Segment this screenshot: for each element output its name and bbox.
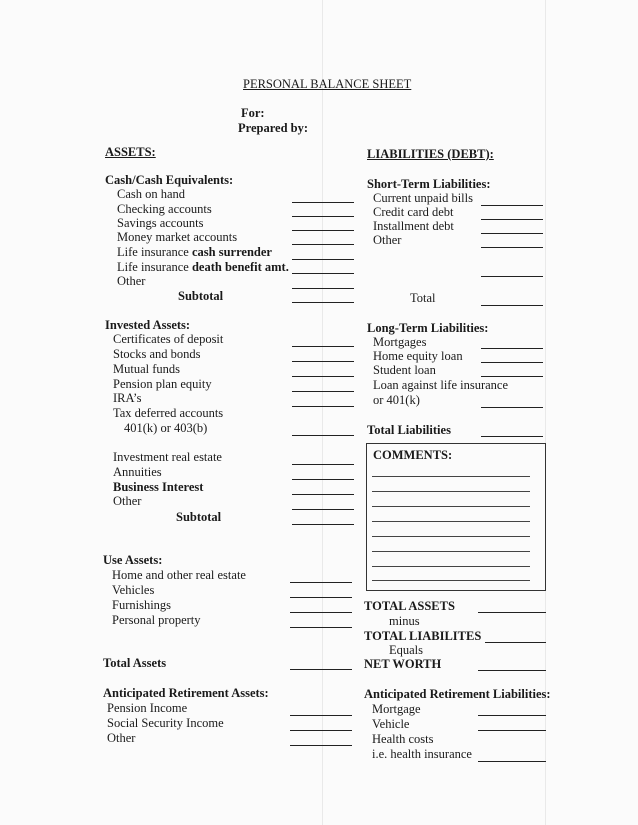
- equals-label: Equals: [389, 643, 424, 657]
- comment-line[interactable]: [372, 536, 530, 537]
- health-insurance-label: i.e. health insurance: [372, 747, 472, 761]
- short-total-blank[interactable]: [481, 305, 543, 306]
- total-assets-blank[interactable]: [290, 669, 352, 670]
- unpaid-bills-label: Current unpaid bills: [373, 191, 473, 205]
- retire-vehicle-label: Vehicle: [372, 717, 410, 731]
- loan-life-insurance-label: Loan against life insurance: [373, 378, 509, 392]
- retirement-other-label: Other: [107, 731, 136, 745]
- savings-blank[interactable]: [292, 230, 354, 231]
- student-loan-label: Student loan: [373, 363, 436, 377]
- personal-property-label: Personal property: [112, 613, 201, 627]
- mutual-funds-label: Mutual funds: [113, 362, 181, 376]
- installment-debt-blank[interactable]: [481, 233, 543, 234]
- checking-label: Checking accounts: [117, 202, 212, 216]
- credit-card-blank[interactable]: [481, 219, 543, 220]
- invested-subtotal-blank[interactable]: [292, 524, 354, 525]
- investment-real-estate-label: Investment real estate: [113, 450, 222, 464]
- cash-on-hand-label: Cash on hand: [117, 187, 186, 201]
- mutual-funds-blank[interactable]: [292, 376, 354, 377]
- retirement-other-blank[interactable]: [290, 745, 352, 746]
- credit-card-label: Credit card debt: [373, 205, 454, 219]
- minus-label: minus: [389, 614, 420, 628]
- pension-equity-blank[interactable]: [292, 391, 354, 392]
- summary-total-liabilities-label: TOTAL LIABILITES: [364, 629, 482, 643]
- cash-other-label: Other: [117, 274, 146, 288]
- cd-blank[interactable]: [292, 346, 354, 347]
- liabilities-heading: LIABILITIES (DEBT):: [367, 147, 494, 161]
- scan-artifact: [545, 0, 546, 825]
- installment-debt-label: Installment debt: [373, 219, 454, 233]
- retire-mortgage-blank[interactable]: [478, 715, 546, 716]
- comment-line[interactable]: [372, 506, 530, 507]
- loan-401k-label: or 401(k): [373, 393, 420, 407]
- pension-income-blank[interactable]: [290, 715, 352, 716]
- life-death-benefit-blank[interactable]: [292, 273, 354, 274]
- furnishings-label: Furnishings: [112, 598, 172, 612]
- annuities-blank[interactable]: [292, 479, 354, 480]
- life-death-benefit-label: Life insurance death benefit amt.: [117, 260, 289, 274]
- retire-mortgage-label: Mortgage: [372, 702, 421, 716]
- mortgages-label: Mortgages: [373, 335, 427, 349]
- home-real-estate-label: Home and other real estate: [112, 568, 246, 582]
- net-worth-label: NET WORTH: [364, 657, 442, 671]
- 401k-label: 401(k) or 403(b): [124, 421, 208, 435]
- home-equity-label: Home equity loan: [373, 349, 463, 363]
- page-title: PERSONAL BALANCE SHEET: [243, 77, 412, 91]
- cash-heading: Cash/Cash Equivalents:: [105, 173, 234, 187]
- assets-heading: ASSETS:: [105, 145, 156, 159]
- cash-on-hand-blank[interactable]: [292, 202, 354, 203]
- cash-other-blank[interactable]: [292, 288, 354, 289]
- total-liabilities-blank[interactable]: [481, 436, 543, 437]
- short-other-label: Other: [373, 233, 402, 247]
- stocks-label: Stocks and bonds: [113, 347, 201, 361]
- comment-line[interactable]: [372, 491, 530, 492]
- money-market-label: Money market accounts: [117, 230, 238, 244]
- business-interest-label: Business Interest: [113, 480, 204, 494]
- home-equity-blank[interactable]: [481, 362, 543, 363]
- net-worth-blank[interactable]: [478, 670, 546, 671]
- total-assets-label: Total Assets: [103, 656, 167, 670]
- vehicles-label: Vehicles: [112, 583, 155, 597]
- cash-subtotal-blank[interactable]: [292, 302, 354, 303]
- invested-other-label: Other: [113, 494, 142, 508]
- annuities-label: Annuities: [113, 465, 162, 479]
- ira-label: IRA’s: [113, 391, 142, 405]
- health-costs-label: Health costs: [372, 732, 434, 746]
- social-security-blank[interactable]: [290, 730, 352, 731]
- comment-line[interactable]: [372, 521, 530, 522]
- stocks-blank[interactable]: [292, 361, 354, 362]
- for-label: For:: [241, 106, 265, 120]
- life-cash-surrender-blank[interactable]: [292, 259, 354, 260]
- use-assets-heading: Use Assets:: [103, 553, 163, 567]
- mortgages-blank[interactable]: [481, 348, 543, 349]
- invested-heading: Invested Assets:: [105, 318, 191, 332]
- short-total-label: Total: [410, 291, 436, 305]
- loan-401k-blank[interactable]: [481, 407, 543, 408]
- scan-artifact: [322, 0, 323, 825]
- furnishings-blank[interactable]: [290, 612, 352, 613]
- business-interest-blank[interactable]: [292, 494, 354, 495]
- invested-subtotal-label: Subtotal: [176, 510, 222, 524]
- retirement-assets-heading: Anticipated Retirement Assets:: [103, 686, 269, 700]
- comment-line[interactable]: [372, 566, 530, 567]
- savings-label: Savings accounts: [117, 216, 204, 230]
- invested-other-blank[interactable]: [292, 509, 354, 510]
- comment-line[interactable]: [372, 476, 530, 477]
- home-real-estate-blank[interactable]: [290, 582, 352, 583]
- total-liabilities-label: Total Liabilities: [367, 423, 451, 437]
- social-security-label: Social Security Income: [107, 716, 224, 730]
- unpaid-bills-blank[interactable]: [481, 205, 543, 206]
- health-insurance-blank[interactable]: [478, 761, 546, 762]
- money-market-blank[interactable]: [292, 244, 354, 245]
- vehicles-blank[interactable]: [290, 597, 352, 598]
- short-other-blank[interactable]: [481, 247, 543, 248]
- investment-real-estate-blank[interactable]: [292, 464, 354, 465]
- summary-total-assets-blank[interactable]: [478, 612, 546, 613]
- checking-blank[interactable]: [292, 216, 354, 217]
- short-term-heading: Short-Term Liabilities:: [367, 177, 491, 191]
- prepared-by-label: Prepared by:: [238, 121, 309, 135]
- summary-total-liabilities-blank[interactable]: [485, 642, 546, 643]
- cash-subtotal-label: Subtotal: [178, 289, 224, 303]
- comment-line[interactable]: [372, 551, 530, 552]
- life-cash-surrender-label: Life insurance cash surrender: [117, 245, 272, 259]
- ira-blank[interactable]: [292, 406, 354, 407]
- retire-vehicle-blank[interactable]: [478, 730, 546, 731]
- tax-deferred-label: Tax deferred accounts: [113, 406, 224, 420]
- pension-income-label: Pension Income: [107, 701, 188, 715]
- comment-line[interactable]: [372, 580, 530, 581]
- cd-label: Certificates of deposit: [113, 332, 224, 346]
- personal-property-blank[interactable]: [290, 627, 352, 628]
- retirement-liabilities-heading: Anticipated Retirement Liabilities:: [364, 687, 551, 701]
- 401k-blank[interactable]: [292, 435, 354, 436]
- long-term-heading: Long-Term Liabilities:: [367, 321, 489, 335]
- comments-heading: COMMENTS:: [373, 448, 453, 462]
- comments-box[interactable]: [366, 443, 546, 591]
- short-extra-blank[interactable]: [481, 276, 543, 277]
- pension-equity-label: Pension plan equity: [113, 377, 212, 391]
- summary-total-assets-label: TOTAL ASSETS: [364, 599, 455, 613]
- student-loan-blank[interactable]: [481, 376, 543, 377]
